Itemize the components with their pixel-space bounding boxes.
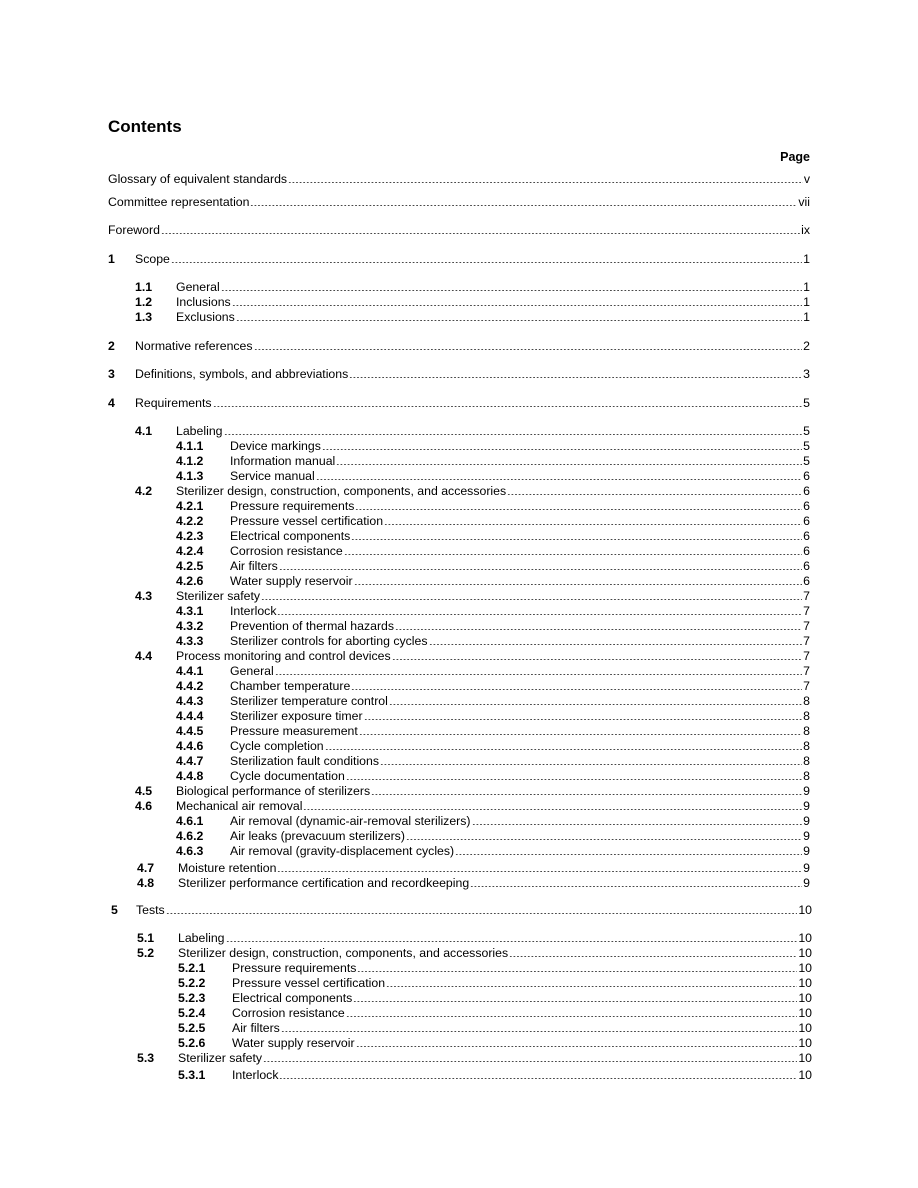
toc-entry-title: Process monitoring and control devices [176, 649, 391, 663]
toc-entry-title: Chamber temperature [230, 679, 351, 693]
dot-leader [336, 464, 802, 465]
toc-entry-title: Air removal (dynamic-air-removal sterilizers) [230, 814, 471, 828]
toc-entry-number: 4.3.3 [176, 634, 204, 648]
toc-entry-number: 1.2 [135, 295, 153, 309]
toc-entry-title: Sterilizer safety [176, 589, 261, 603]
toc-entry-title: Normative references [135, 339, 253, 353]
toc-entry-title: General [176, 280, 220, 294]
dot-leader [386, 986, 797, 987]
toc-entry-number: 4 [108, 396, 115, 410]
toc-entry-page: 5 [803, 439, 810, 453]
toc-entry-page: 3 [803, 367, 810, 381]
toc-entry-title: Pressure requirements [230, 499, 355, 513]
toc-entry-page: 5 [803, 424, 810, 438]
dot-leader [509, 956, 797, 957]
toc-entry[interactable] [176, 558, 810, 574]
toc-entry-page: 10 [798, 931, 812, 945]
toc-entry[interactable] [178, 1035, 812, 1051]
toc-entry-page: 7 [803, 634, 810, 648]
dot-leader [392, 659, 803, 660]
toc-entry[interactable] [135, 423, 810, 439]
dot-leader [356, 1046, 798, 1047]
toc-entry-page: vii [798, 195, 810, 209]
dot-leader [250, 205, 797, 206]
toc-entry-number: 5.2.4 [178, 1006, 206, 1020]
dot-leader [389, 704, 802, 705]
toc-entry-number: 1 [108, 252, 115, 266]
toc-entry-number: 4.1.3 [176, 469, 204, 483]
toc-entry-number: 5.3.1 [178, 1068, 206, 1082]
toc-entry-number: 4.2.4 [176, 544, 204, 558]
toc-entry-number: 4.7 [137, 861, 155, 875]
toc-entry-title: Sterilizer performance certification and recordkeeping [178, 876, 470, 890]
toc-entry-page: 7 [803, 589, 810, 603]
toc-entry-number: 5.1 [137, 931, 155, 945]
toc-entry-title: Sterilizer controls for aborting cycles [230, 634, 428, 648]
toc-entry[interactable] [176, 633, 810, 649]
toc-entry[interactable] [176, 678, 810, 694]
toc-entry-page: 9 [803, 844, 810, 858]
toc-entry[interactable] [176, 708, 810, 724]
dot-leader [224, 434, 803, 435]
toc-entry-number: 4.2.1 [176, 499, 204, 513]
toc-entry-page: 8 [803, 754, 810, 768]
toc-entry-number: 5.2.5 [178, 1021, 206, 1035]
dot-leader [344, 554, 802, 555]
toc-entry-page: 9 [803, 784, 810, 798]
toc-entry[interactable] [135, 588, 810, 604]
dot-leader [349, 377, 802, 378]
toc-entry[interactable] [135, 783, 810, 799]
toc-entry-page: 7 [803, 649, 810, 663]
dot-leader [288, 182, 803, 183]
toc-entry-title: Foreword [108, 223, 160, 237]
dot-leader [277, 871, 802, 872]
toc-entry-number: 4.6.2 [176, 829, 204, 843]
toc-entry[interactable] [135, 294, 810, 310]
toc-entry-title: Sterilizer temperature control [230, 694, 388, 708]
toc-entry-page: 1 [803, 252, 810, 266]
toc-entry-page: 10 [798, 1068, 812, 1082]
toc-entry[interactable] [178, 960, 812, 976]
toc-entry-title: Sterilizer design, construction, components, and accessories [178, 946, 509, 960]
toc-entry-title: Pressure vessel certification [230, 514, 384, 528]
dot-leader [364, 719, 803, 720]
toc-entry-page: 2 [803, 339, 810, 353]
toc-entry-page: 10 [798, 976, 812, 990]
toc-entry[interactable] [135, 648, 810, 664]
toc-entry[interactable] [178, 1020, 812, 1036]
page-column-header: Page [780, 150, 810, 164]
toc-entry-number: 2 [108, 339, 115, 353]
toc-entry-title: Committee representation [108, 195, 250, 209]
toc-entry-title: Pressure vessel certification [232, 976, 386, 990]
toc-entry-number: 5.2.2 [178, 976, 206, 990]
toc-entry[interactable] [176, 828, 810, 844]
dot-leader [261, 599, 802, 600]
dot-leader [213, 406, 803, 407]
toc-entry-page: 8 [803, 769, 810, 783]
toc-entry-title: Labeling [176, 424, 223, 438]
toc-entry[interactable] [176, 813, 810, 829]
toc-entry-title: Tests [136, 903, 165, 917]
toc-entry-page: 10 [798, 1036, 812, 1050]
toc-entry-page: 7 [803, 664, 810, 678]
dot-leader [221, 290, 802, 291]
dot-leader [507, 494, 802, 495]
toc-entry-number: 4.6.3 [176, 844, 204, 858]
toc-entry-page: 6 [803, 499, 810, 513]
toc-entry-page: 9 [803, 829, 810, 843]
toc-entry[interactable] [176, 573, 810, 589]
toc-entry-title: Interlock [232, 1068, 279, 1082]
dot-leader [455, 854, 802, 855]
toc-entry-number: 4.1 [135, 424, 153, 438]
toc-entry-page: 6 [803, 559, 810, 573]
toc-entry-title: Requirements [135, 396, 212, 410]
toc-entry-number: 4.4.2 [176, 679, 204, 693]
toc-entry[interactable] [108, 171, 810, 187]
toc-entry-number: 4.4.4 [176, 709, 204, 723]
toc-entry[interactable] [176, 513, 810, 529]
toc-entry-page: 1 [803, 295, 810, 309]
dot-leader [279, 1078, 797, 1079]
toc-entry-number: 5.3 [137, 1051, 155, 1065]
toc-entry-number: 5.2.1 [178, 961, 206, 975]
toc-entry[interactable] [178, 1067, 812, 1083]
toc-entry-title: Sterilizer design, construction, components, and accessories [176, 484, 507, 498]
toc-entry[interactable] [137, 945, 812, 961]
toc-entry-title: Labeling [178, 931, 225, 945]
dot-leader [254, 349, 803, 350]
toc-entry-page: 6 [803, 469, 810, 483]
dot-leader [166, 913, 798, 914]
toc-entry-number: 5.2 [137, 946, 155, 960]
toc-entry[interactable] [137, 875, 810, 891]
toc-entry[interactable] [108, 251, 810, 267]
dot-leader [263, 1061, 797, 1062]
toc-entry[interactable] [176, 498, 810, 514]
toc-entry-number: 4.4.7 [176, 754, 204, 768]
toc-entry-title: Prevention of thermal hazards [230, 619, 395, 633]
dot-leader [470, 886, 802, 887]
toc-entry-title: Sterilizer exposure timer [230, 709, 363, 723]
dot-leader [429, 644, 803, 645]
toc-entry-title: Cycle completion [230, 739, 324, 753]
toc-entry-page: 10 [798, 946, 812, 960]
toc-entry-page: 9 [803, 861, 810, 875]
toc-entry-page: 7 [803, 604, 810, 618]
toc-entry[interactable] [176, 753, 810, 769]
toc-entry-page: ix [801, 223, 810, 237]
toc-entry-page: 6 [803, 574, 810, 588]
toc-entry-number: 4.6.1 [176, 814, 204, 828]
toc-entry-page: 8 [803, 739, 810, 753]
toc-entry[interactable] [135, 483, 810, 499]
toc-entry-title: Service manual [230, 469, 315, 483]
dot-leader [281, 1031, 797, 1032]
toc-entry[interactable] [135, 279, 810, 295]
toc-entry[interactable] [178, 990, 812, 1006]
dot-leader [277, 614, 802, 615]
toc-entry-page: 9 [803, 799, 810, 813]
dot-leader [395, 629, 802, 630]
toc-entry-title: Sterilizer safety [178, 1051, 263, 1065]
toc-entry[interactable] [178, 975, 812, 991]
dot-leader [322, 449, 802, 450]
toc-entry-page: 7 [803, 679, 810, 693]
toc-entry-title: Information manual [230, 454, 336, 468]
dot-leader [355, 509, 802, 510]
toc-entry-page: 8 [803, 694, 810, 708]
toc-entry-title: Air filters [230, 559, 278, 573]
dot-leader [359, 734, 802, 735]
toc-entry-title: Pressure requirements [232, 961, 357, 975]
toc-entry-title: Pressure measurement [230, 724, 358, 738]
toc-entry-title: Exclusions [176, 310, 235, 324]
toc-entry-page: 9 [803, 814, 810, 828]
toc-entry-title: Inclusions [176, 295, 231, 309]
toc-entry-title: Cycle documentation [230, 769, 345, 783]
toc-entry-title: Device markings [230, 439, 321, 453]
toc-entry-page: 6 [803, 514, 810, 528]
toc-entry-number: 4.4.3 [176, 694, 204, 708]
toc-entry-title: Mechanical air removal [176, 799, 303, 813]
toc-entry[interactable] [176, 693, 810, 709]
page-title: Contents [108, 117, 182, 136]
toc-entry-number: 5.2.3 [178, 991, 206, 1005]
toc-entry-title: Biological performance of sterilizers [176, 784, 371, 798]
dot-leader [303, 809, 802, 810]
toc-entry-number: 4.2.3 [176, 529, 204, 543]
toc-entry-title: Corrosion resistance [230, 544, 343, 558]
toc-entry-number: 4.4.6 [176, 739, 204, 753]
toc-entry-title: General [230, 664, 274, 678]
toc-entry-number: 4.2.6 [176, 574, 204, 588]
toc-entry[interactable] [178, 1005, 812, 1021]
dot-leader [384, 524, 802, 525]
toc-entry-number: 5.2.6 [178, 1036, 206, 1050]
toc-entry-page: 6 [803, 544, 810, 558]
toc-entry-number: 1.3 [135, 310, 153, 324]
dot-leader [346, 1016, 798, 1017]
dot-leader [357, 971, 797, 972]
toc-entry-number: 4.3.1 [176, 604, 204, 618]
toc-entry-page: 1 [803, 310, 810, 324]
toc-entry-title: Scope [135, 252, 170, 266]
toc-entry-page: 10 [798, 961, 812, 975]
toc-entry-title: Electrical components [230, 529, 351, 543]
toc-entry[interactable] [137, 860, 810, 876]
toc-entry-page: 6 [803, 529, 810, 543]
dot-leader [472, 824, 803, 825]
toc-entry[interactable] [176, 738, 810, 754]
toc-entry[interactable] [108, 222, 810, 238]
toc-entry-number: 3 [108, 367, 115, 381]
toc-entry-page: 7 [803, 619, 810, 633]
toc-entry-page: 8 [803, 709, 810, 723]
toc-entry-number: 4.8 [137, 876, 155, 890]
toc-entry-number: 4.4.5 [176, 724, 204, 738]
dot-leader [226, 941, 798, 942]
toc-entry-page: 5 [803, 396, 810, 410]
toc-entry-title: Electrical components [232, 991, 353, 1005]
toc-entry[interactable] [111, 902, 812, 918]
toc-entry-title: Interlock [230, 604, 277, 618]
dot-leader [232, 305, 802, 306]
toc-entry-title: Air leaks (prevacuum sterilizers) [230, 829, 405, 843]
dot-leader [236, 320, 802, 321]
toc-entry[interactable] [176, 543, 810, 559]
toc-entry-title: Corrosion resistance [232, 1006, 345, 1020]
toc-entry-number: 4.4.8 [176, 769, 204, 783]
toc-entry[interactable] [135, 798, 810, 814]
toc-entry-number: 4.2.5 [176, 559, 204, 573]
toc-entry-number: 4.2.2 [176, 514, 204, 528]
dot-leader [325, 749, 803, 750]
toc-entry[interactable] [176, 663, 810, 679]
toc-entry-page: 10 [798, 903, 812, 917]
dot-leader [161, 233, 800, 234]
toc-entry-number: 5 [111, 903, 118, 917]
toc-entry[interactable] [176, 528, 810, 544]
toc-entry-title: Sterilization fault conditions [230, 754, 380, 768]
toc-entry[interactable] [135, 309, 810, 325]
toc-entry-title: Air removal (gravity-displacement cycles) [230, 844, 455, 858]
dot-leader [279, 569, 802, 570]
toc-entry[interactable] [108, 338, 810, 354]
toc-entry-title: Glossary of equivalent standards [108, 172, 288, 186]
dot-leader [371, 794, 802, 795]
dot-leader [354, 584, 803, 585]
toc-entry-page: v [803, 172, 810, 186]
toc-entry-number: 4.3 [135, 589, 153, 603]
toc-entry-title: Moisture retention [178, 861, 277, 875]
toc-entry-page: 10 [798, 991, 812, 1005]
dot-leader [353, 1001, 797, 1002]
toc-entry-number: 4.5 [135, 784, 153, 798]
toc-entry-number: 4.4.1 [176, 664, 204, 678]
dot-leader [275, 674, 802, 675]
dot-leader [171, 262, 802, 263]
toc-entry-number: 4.3.2 [176, 619, 204, 633]
dot-leader [316, 479, 802, 480]
toc-entry-title: Air filters [232, 1021, 280, 1035]
toc-entry-number: 4.4 [135, 649, 153, 663]
toc-entry[interactable] [176, 843, 810, 859]
toc-entry[interactable] [176, 438, 810, 454]
toc-entry-number: 4.6 [135, 799, 153, 813]
toc-entry-title: Water supply reservoir [232, 1036, 355, 1050]
toc-entry-page: 8 [803, 724, 810, 738]
toc-entry-number: 4.2 [135, 484, 153, 498]
toc-entry-page: 6 [803, 484, 810, 498]
dot-leader [351, 539, 802, 540]
toc-entry[interactable] [108, 366, 810, 382]
toc-entry[interactable] [176, 603, 810, 619]
toc-entry[interactable] [137, 1050, 812, 1066]
toc-entry-page: 5 [803, 454, 810, 468]
toc-entry-page: 10 [798, 1021, 812, 1035]
toc-entry[interactable] [108, 395, 810, 411]
toc-entry-number: 1.1 [135, 280, 153, 294]
toc-entry[interactable] [176, 468, 810, 484]
toc-entry[interactable] [176, 618, 810, 634]
dot-leader [351, 689, 802, 690]
dot-leader [346, 779, 802, 780]
toc-entry-page: 10 [798, 1006, 812, 1020]
dot-leader [380, 764, 802, 765]
toc-entry-title: Water supply reservoir [230, 574, 353, 588]
toc-entry-page: 10 [798, 1051, 812, 1065]
toc-entry-page: 1 [803, 280, 810, 294]
toc-entry[interactable] [108, 194, 810, 210]
toc-entry-number: 4.1.2 [176, 454, 204, 468]
toc-entry-title: Definitions, symbols, and abbreviations [135, 367, 349, 381]
toc-entry[interactable] [176, 723, 810, 739]
dot-leader [406, 839, 802, 840]
toc-entry-number: 4.1.1 [176, 439, 204, 453]
toc-entry-page: 9 [803, 876, 810, 890]
toc-entry[interactable] [176, 453, 810, 469]
toc-entry[interactable] [176, 768, 810, 784]
toc-entry[interactable] [137, 930, 812, 946]
